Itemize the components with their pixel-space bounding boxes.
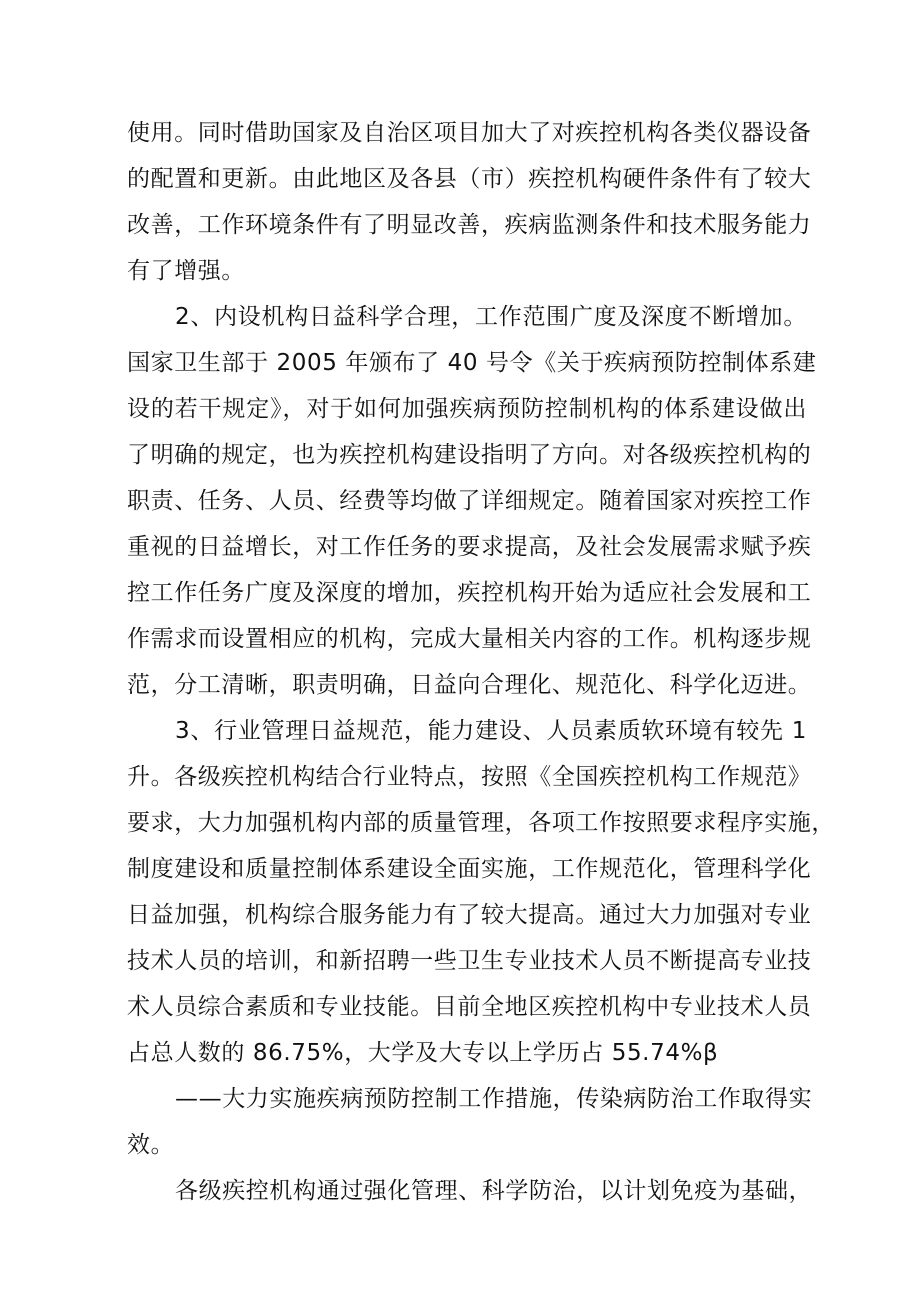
paragraph-line: 职责、任务、人员、经费等均做了详细规定。随着国家对疾控工作 xyxy=(127,488,812,514)
paragraph-line: 设的若干规定》，对于如何加强疾病预防控制机构的体系建设做出 xyxy=(127,396,807,422)
paragraph-line: 的配置和更新。由此地区及各县（市）疾控机构硬件条件有了较大 xyxy=(127,166,812,192)
paragraph-line: 范，分工清晰，职责明确，日益向合理化、规范化、科学化迈进。 xyxy=(127,672,812,698)
section-heading-2: 2、内设机构日益科学合理，工作范围广度及深度不断增加。 xyxy=(175,304,807,330)
paragraph-line: 效。 xyxy=(127,1132,175,1158)
paragraph-line: 重视的日益增长，对工作任务的要求提高，及社会发展需求赋予疾 xyxy=(127,534,812,560)
paragraph-line: 国家卫生部于 2005 年颁布了 40 号令《关于疾病预防控制体系建 xyxy=(127,350,817,376)
paragraph-line: 占总人数的 86.75%，大学及大专以上学历占 55.74%β xyxy=(127,1040,719,1066)
paragraph-line: 制度建设和质量控制体系建设全面实施，工作规范化，管理科学化 xyxy=(127,856,812,882)
paragraph-line: 控工作任务广度及深度的增加，疾控机构开始为适应社会发展和工 xyxy=(127,580,812,606)
section-heading-dash: ——大力实施疾病预防控制工作措施，传染病防治工作取得实 xyxy=(175,1086,813,1112)
paragraph-line: 升。各级疾控机构结合行业特点，按照《全国疾控机构工作规范》 xyxy=(127,764,812,790)
paragraph-line: 术人员综合素质和专业技能。目前全地区疾控机构中专业技术人员 xyxy=(127,994,812,1020)
paragraph-line: 作需求而设置相应的机构，完成大量相关内容的工作。机构逐步规 xyxy=(127,626,812,652)
paragraph-line: 有了增强。 xyxy=(127,258,245,284)
paragraph-line: 改善，工作环境条件有了明显改善，疾病监测条件和技术服务能力 xyxy=(127,212,812,238)
paragraph-line: 日益加强，机构综合服务能力有了较大提高。通过大力加强对专业 xyxy=(127,902,812,928)
paragraph-line: 了明确的规定，也为疾控机构建设指明了方向。对各级疾控机构的 xyxy=(127,442,812,468)
paragraph-line: 要求，大力加强机构内部的质量管理，各项工作按照要求程序实施， xyxy=(127,810,835,836)
paragraph-line: 各级疾控机构通过强化管理、科学防治，以计划免疫为基础， xyxy=(175,1178,813,1204)
paragraph-line: 技术人员的培训，和新招聘一些卫生专业技术人员不断提高专业技 xyxy=(127,948,812,974)
section-heading-3: 3、行业管理日益规范，能力建设、人员素质软环境有较先 1 xyxy=(175,718,807,744)
paragraph-line: 使用。同时借助国家及自治区项目加大了对疾控机构各类仪器设备 xyxy=(127,120,812,146)
